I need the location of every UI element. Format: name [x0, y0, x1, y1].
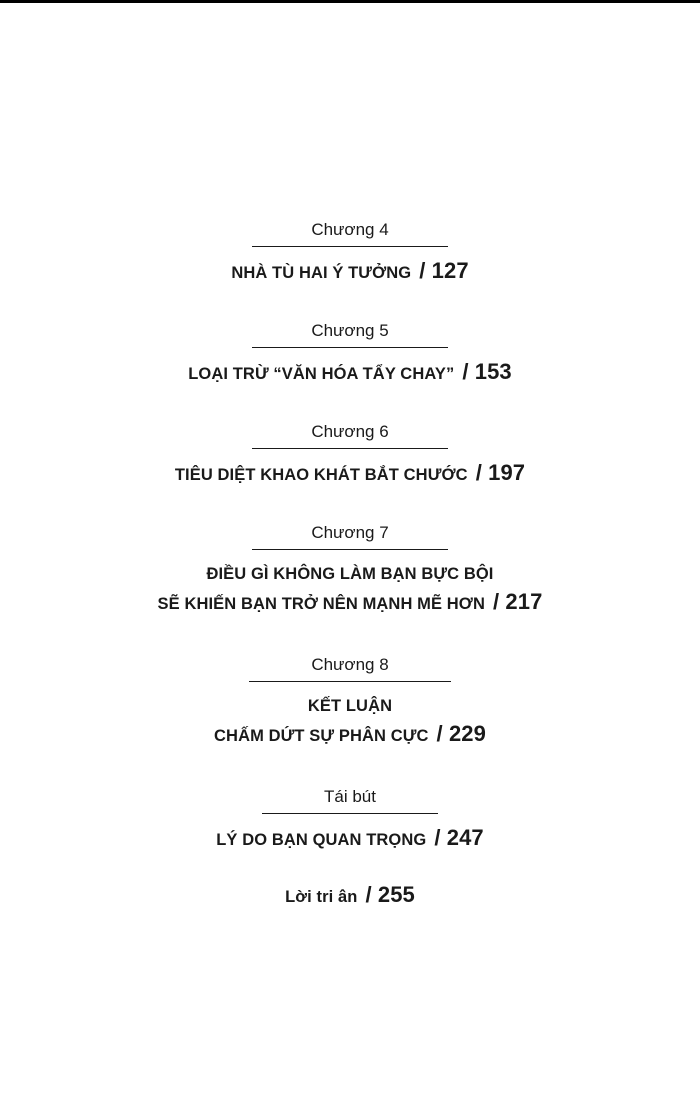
toc-entry-acknowledgements[interactable]: [0, 881, 700, 911]
chapter-title-line-last: [0, 720, 700, 750]
chapter-label: Chương 6: [311, 422, 389, 441]
page-number: / 229: [436, 721, 486, 746]
toc-entry-postscript[interactable]: [0, 787, 700, 854]
toc-entry-chapter-7[interactable]: [0, 523, 700, 618]
chapter-divider: [249, 681, 451, 682]
chapter-title: [0, 560, 700, 618]
chapter-title: [0, 459, 700, 489]
page-number: / 153: [462, 359, 512, 384]
page-number: / 217: [493, 589, 543, 614]
chapter-title-line: ĐIỀU GÌ KHÔNG LÀM BẠN BỰC BỘI: [206, 565, 494, 583]
chapter-title: [0, 257, 700, 287]
chapter-label: Chương 7: [311, 523, 389, 542]
chapter-label: Tái bút: [324, 787, 376, 806]
chapter-divider: [252, 448, 448, 449]
chapter-title-line: TIÊU DIỆT KHAO KHÁT BẮT CHƯỚC: [174, 466, 468, 484]
acknowledgements-title: [0, 881, 700, 911]
page-number: / 255: [365, 882, 415, 907]
chapter-title: [0, 692, 700, 750]
toc-entry-chapter-6[interactable]: [0, 422, 700, 489]
chapter-title-line-last: [0, 588, 700, 618]
page-number: / 127: [419, 258, 469, 283]
chapter-divider: [252, 246, 448, 247]
chapter-title-line: KẾT LUẬN: [307, 697, 393, 715]
chapter-label: Chương 5: [311, 321, 389, 340]
chapter-divider: [262, 813, 438, 814]
chapter-title: [0, 358, 700, 388]
chapter-title: [0, 824, 700, 854]
acknowledgements-label: Lời tri ân: [285, 888, 358, 906]
chapter-divider: [252, 549, 448, 550]
chapter-title-line: LOẠI TRỪ “VĂN HÓA TẨY CHAY”: [188, 365, 455, 383]
chapter-title-line: NHÀ TÙ HAI Ý TƯỞNG: [231, 264, 412, 282]
chapter-label: Chương 8: [311, 655, 389, 674]
chapter-label: Chương 4: [311, 220, 389, 239]
top-border-rule: [0, 0, 700, 3]
toc-entry-chapter-5[interactable]: [0, 321, 700, 388]
chapter-title-line: LÝ DO BẠN QUAN TRỌNG: [216, 831, 427, 849]
page-number: / 197: [475, 460, 526, 485]
toc-entry-chapter-8[interactable]: [0, 655, 700, 750]
toc-entry-chapter-4[interactable]: [0, 220, 700, 287]
chapter-title-line: SẼ KHIẾN BẠN TRỞ NÊN MẠNH MẼ HƠN: [157, 595, 485, 613]
chapter-divider: [252, 347, 448, 348]
chapter-title-line: CHẤM DỨT SỰ PHÂN CỰC: [214, 727, 429, 745]
page-number: / 247: [434, 825, 484, 850]
